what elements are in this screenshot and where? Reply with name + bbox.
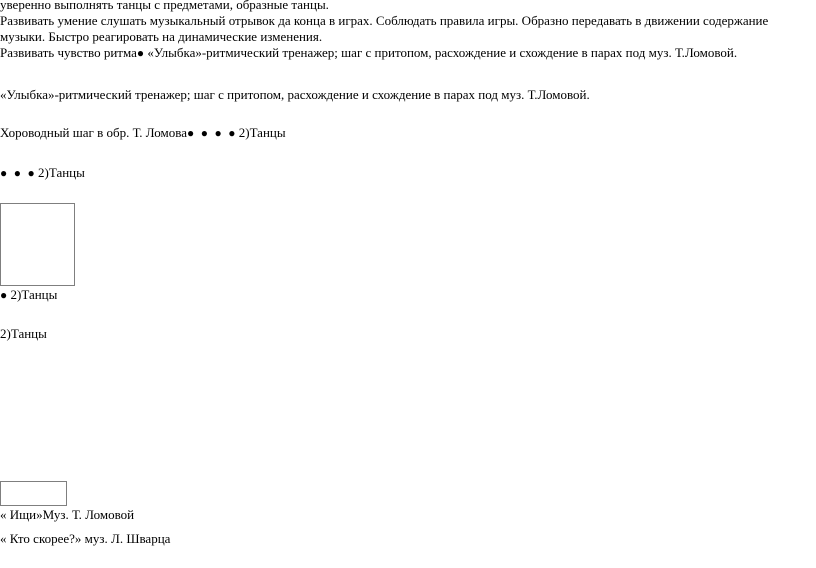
dances-label: 2)Танцы [38,165,85,180]
bullet-icon: ● [0,166,8,180]
bullet-icon: ● [228,126,236,140]
line-smile-trainer: «Улыбка»-ритмический тренажер; шаг с притопом, расхождение и схождение в парах под муз. Т.Ломовой. [0,87,590,102]
bullet-icon: ● [186,126,195,140]
rhythm-label: Развивать чувство ритма [0,45,137,60]
rhythm-trainer-text: «Улыбка»-ритмический тренажер; шаг с притопом, расхождение и схождение в парах под муз. Т.Ломовой. [147,45,738,60]
bullet-icon: ● [136,46,145,60]
line-dances-3 [0,287,57,303]
bullet-icon: ● [13,166,21,180]
round-dance-text: Хороводный шаг в обр. Т. Ломова [0,125,187,140]
dances-label: 2)Танцы [238,125,286,140]
line-game-faster: « Кто скорее?» муз. Л. Шварца [0,531,171,546]
empty-frame-small [0,481,67,506]
line-rhythm [0,45,737,61]
bullet-icon: ● [200,126,208,140]
line-dances-objects: уверенно выполнять танцы с предметами, образные танцы. [0,0,329,12]
line-round-dance [0,125,286,141]
bullet-icon: ● [0,288,8,302]
bullet-icon: ● [27,166,35,180]
empty-frame [0,203,75,286]
dances-label: 2)Танцы [10,287,58,302]
bullet-icon: ● [214,126,222,140]
line-dances-4: 2)Танцы [0,326,47,341]
line-dances-2 [0,165,85,181]
line-game-search: « Ищи»Муз. Т. Ломовой [0,507,135,522]
paragraph-listening: Развивать умение слушать музыкальный отрывок да конца в играх. Соблюдать правила игры. Образно передавать в движении содержание музыки. Быстро реагировать на динамические изменения. [0,13,769,44]
